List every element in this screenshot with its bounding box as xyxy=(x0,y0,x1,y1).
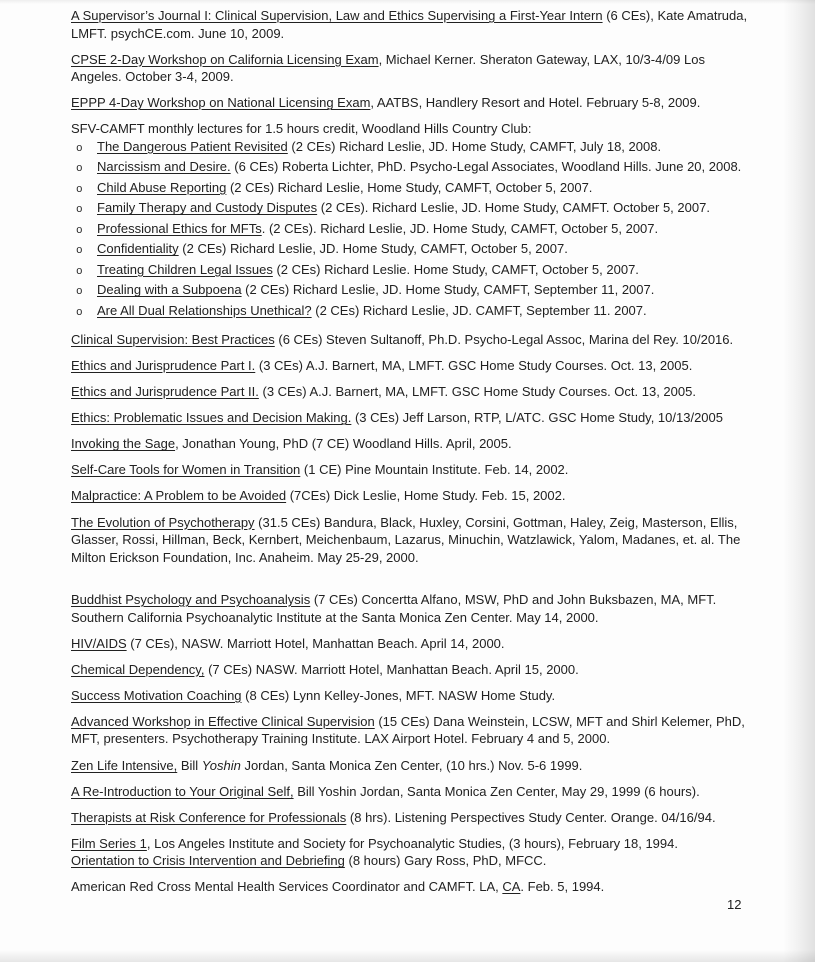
list-item xyxy=(76,220,751,241)
course-title: CPSE 2-Day Workshop on California Licensing Exam xyxy=(71,51,379,67)
entry-text: (8 hrs). Listening Perspectives Study Center. Orange. 04/16/94. xyxy=(346,809,716,825)
entry-paragraph xyxy=(71,835,751,870)
entry xyxy=(71,357,751,375)
entry-text: (2 CEs). Richard Leslie, JD. Home Study, CAMFT. October 5, 2007. xyxy=(317,200,710,216)
course-title: CA xyxy=(502,879,521,895)
entry xyxy=(71,487,751,505)
bullet-marker: o xyxy=(76,286,83,299)
entry-text: (7 CEs) Concertta Alfano, MSW, PhD and John Buksbazen, MA, MFT. Southern California Psychoanalytic Institute at the Santa Monica Zen Center. May 14, 2000. xyxy=(71,592,717,625)
entry xyxy=(71,783,751,801)
list-item-text xyxy=(97,179,751,197)
entry xyxy=(71,435,751,453)
course-title: Confidentiality xyxy=(97,241,179,257)
entry-text: SFV-CAMFT monthly lectures for 1.5 hours credit, Woodland Hills Country Club: xyxy=(71,121,532,137)
entry xyxy=(71,409,751,427)
entry-text: (2 CEs) Richard Leslie, JD. Home Study, CAMFT, July 18, 2008. xyxy=(287,138,662,154)
scan-edge-top xyxy=(0,0,815,4)
entry-paragraph xyxy=(71,591,751,626)
entry xyxy=(71,591,751,626)
entry xyxy=(71,120,751,322)
entry xyxy=(71,635,751,653)
entry xyxy=(71,514,751,567)
entry-paragraph xyxy=(71,487,751,505)
list-item xyxy=(76,240,751,261)
entry-text: . (2 CEs). Richard Leslie, JD. Home Study, CAMFT, October 5, 2007. xyxy=(261,220,659,236)
course-title: Invoking the Sage xyxy=(71,436,176,452)
entry-paragraph xyxy=(71,331,751,349)
entry xyxy=(71,51,751,86)
entry xyxy=(71,461,751,479)
bullet-marker: o xyxy=(76,183,83,196)
list-item-text xyxy=(97,281,751,299)
scan-edge-right xyxy=(783,0,815,962)
entry-paragraph xyxy=(71,383,751,401)
bullet-marker: o xyxy=(76,224,83,237)
entry xyxy=(71,383,751,401)
course-title: Are All Dual Relationships Unethical? xyxy=(97,302,312,318)
entry-text: (2 CEs) Richard Leslie, JD. Home Study, CAMFT, September 11, 2007. xyxy=(241,282,655,298)
entry-text: (31.5 CEs) Bandura, Black, Huxley, Corsini, Gottman, Haley, Zeig, Masterson, Ellis, Glasser, Rossi, Hillman, Beck, Kernbert, Meichenbaum, Lazarus, Minuchin, Watzlawick, Yalom, Madanes, et. al. The Milton Erickson Foundation, Inc. Anaheim. May 25-29, 2000. xyxy=(71,514,741,565)
bullet-marker: o xyxy=(76,204,83,217)
entry xyxy=(71,835,751,870)
course-list xyxy=(71,138,751,323)
entry-text: (2 CEs) Richard Leslie, JD. CAMFT, September 11. 2007. xyxy=(311,302,647,318)
course-title: Professional Ethics for MFTs xyxy=(97,220,262,236)
document-body xyxy=(71,7,751,904)
list-item xyxy=(76,179,751,200)
list-item xyxy=(76,199,751,220)
entry xyxy=(71,757,751,775)
entry-text: (7 CEs), NASW. Marriott Hotel, Manhattan Beach. April 14, 2000. xyxy=(126,635,505,651)
entry xyxy=(71,7,751,42)
course-title: Self-Care Tools for Women in Transition xyxy=(71,462,301,478)
course-title: The Dangerous Patient Revisited xyxy=(97,138,288,154)
entry-text: (2 CEs) Richard Leslie, JD. Home Study, CAMFT, October 5, 2007. xyxy=(178,241,568,257)
entry-text: (2 CEs) Richard Leslie. Home Study, CAMFT, October 5, 2007. xyxy=(272,261,639,277)
course-title: Child Abuse Reporting xyxy=(97,179,227,195)
entry-text: (6 CEs) Roberta Lichter, PhD. Psycho-Legal Associates, Woodland Hills. June 20, 2008. xyxy=(230,159,742,175)
bullet-marker: o xyxy=(76,163,83,176)
course-title: Ethics and Jurisprudence Part I. xyxy=(71,357,256,373)
entry-text: American Red Cross Mental Health Services Coordinator and CAMFT. LA, xyxy=(71,879,503,895)
entry-paragraph xyxy=(71,51,751,86)
course-title: EPPP 4-Day Workshop on National Licensing Exam xyxy=(71,95,371,111)
entry-text: , Jonathan Young, PhD (7 CE) Woodland Hills. April, 2005. xyxy=(175,436,512,452)
bullet-marker: o xyxy=(76,245,83,258)
entry xyxy=(71,687,751,705)
entry xyxy=(71,878,751,896)
list-item-text xyxy=(97,199,751,217)
course-title: A Supervisor’s Journal I: Clinical Supervision, Law and Ethics Supervising a First-Year Intern xyxy=(71,8,603,23)
entry-paragraph xyxy=(71,713,751,748)
course-title: Therapists at Risk Conference for Professionals xyxy=(71,809,347,825)
entry-paragraph xyxy=(71,461,751,479)
course-title: Treating Children Legal Issues xyxy=(97,261,273,277)
course-title: Chemical Dependency, xyxy=(71,661,205,677)
course-title: A Re-Introduction to Your Original Self, xyxy=(71,783,294,799)
course-title: Success Motivation Coaching xyxy=(71,687,242,703)
entry-paragraph xyxy=(71,357,751,375)
bullet-marker: o xyxy=(76,306,83,319)
course-title: Ethics and Jurisprudence Part II. xyxy=(71,384,259,400)
course-title: Family Therapy and Custody Disputes xyxy=(97,200,318,216)
list-item-text xyxy=(97,158,751,176)
bullet-marker: o xyxy=(76,265,83,278)
entry-text: (1 CE) Pine Mountain Institute. Feb. 14, 2002. xyxy=(300,462,569,478)
course-title: Ethics: Problematic Issues and Decision Making. xyxy=(71,410,352,426)
entry-paragraph xyxy=(71,757,751,775)
entry-text: (6 CEs) Steven Sultanoff, Ph.D. Psycho-Legal Assoc, Marina del Rey. 10/2016. xyxy=(274,331,734,347)
entry-text: Yoshin xyxy=(201,757,241,773)
list-item-text xyxy=(97,302,751,320)
entry-paragraph xyxy=(71,409,751,427)
course-title: Orientation to Crisis Intervention and Debriefing xyxy=(71,853,345,869)
list-item-text xyxy=(97,138,751,156)
entry-paragraph xyxy=(71,120,751,138)
entry-text: (6 CEs), Kate Amatruda, LMFT. psychCE.com. June 10, 2009. xyxy=(71,8,748,41)
entry-text: Jordan, Santa Monica Zen Center, (10 hrs.) Nov. 5-6 1999. xyxy=(240,757,583,773)
course-title: Dealing with a Subpoena xyxy=(97,282,242,298)
course-title: Film Series 1 xyxy=(71,835,147,851)
entry-text: (3 CEs) A.J. Barnert, MA, LMFT. GSC Home Study Courses. Oct. 13, 2005. xyxy=(258,384,696,400)
entry-paragraph xyxy=(71,783,751,801)
entry xyxy=(71,661,751,679)
entry-paragraph xyxy=(71,514,751,567)
entry-paragraph xyxy=(71,687,751,705)
entry-text: Bill Yoshin Jordan, Santa Monica Zen Center, May 29, 1999 (6 hours). xyxy=(293,783,700,799)
course-title: Buddhist Psychology and Psychoanalysis xyxy=(71,592,311,608)
course-title: Clinical Supervision: Best Practices xyxy=(71,331,275,347)
entry xyxy=(71,713,751,748)
list-item xyxy=(76,302,751,323)
list-item-text xyxy=(97,220,751,238)
entry-text: . Feb. 5, 1994. xyxy=(520,879,605,895)
entry-text: (8 CEs) Lynn Kelley-Jones, MFT. NASW Home Study. xyxy=(241,687,556,703)
entry-text: (7 CEs) NASW. Marriott Hotel, Manhattan Beach. April 15, 2000. xyxy=(204,661,579,677)
entry-text: , Los Angeles Institute and Society for Psychoanalytic Studies, (3 hours), February 18, 1994. xyxy=(146,835,678,851)
list-item xyxy=(76,281,751,302)
list-item xyxy=(76,138,751,159)
scan-edge-bottom xyxy=(0,950,815,962)
list-item xyxy=(76,261,751,282)
course-title: The Evolution of Psychotherapy xyxy=(71,514,255,530)
course-title: Zen Life Intensive, xyxy=(71,757,178,773)
entry-text: (3 CEs) Jeff Larson, RTP, L/ATC. GSC Home Study, 10/13/2005 xyxy=(351,410,723,426)
course-title: HIV/AIDS xyxy=(71,635,127,651)
course-title: Malpractice: A Problem to be Avoided xyxy=(71,488,287,504)
entry-paragraph xyxy=(71,7,751,42)
entry xyxy=(71,809,751,827)
entry-text: , AATBS, Handlery Resort and Hotel. February 5-8, 2009. xyxy=(370,95,701,111)
entry-paragraph xyxy=(71,809,751,827)
entry-text: Bill xyxy=(177,757,202,773)
entry-text: , Michael Kerner. Sheraton Gateway, LAX, 10/3-4/09 Los Angeles. October 3-4, 2009. xyxy=(71,51,705,85)
entry-paragraph xyxy=(71,878,751,896)
list-item-text xyxy=(97,261,751,279)
entry-text: (2 CEs) Richard Leslie, Home Study, CAMFT, October 5, 2007. xyxy=(226,179,593,195)
entry-paragraph xyxy=(71,94,751,112)
entry-paragraph xyxy=(71,435,751,453)
entry xyxy=(71,94,751,112)
course-title: Narcissism and Desire. xyxy=(97,159,231,175)
entry-paragraph xyxy=(71,661,751,679)
page-number: 12 xyxy=(727,897,742,912)
entry-text: (8 hours) Gary Ross, PhD, MFCC. xyxy=(344,853,547,869)
entry-text: (15 CEs) Dana Weinstein, LCSW, MFT and Shirl Kelemer, PhD, MFT, presenters. Psychotherapy Training Institute. LAX Airport Hotel. February 4 and 5, 2000. xyxy=(71,713,745,747)
list-item xyxy=(76,158,751,179)
bullet-marker: o xyxy=(76,142,83,155)
list-item-text xyxy=(97,240,751,258)
entry-paragraph xyxy=(71,635,751,653)
entry xyxy=(71,331,751,349)
entry-text: (3 CEs) A.J. Barnert, MA, LMFT. GSC Home Study Courses. Oct. 13, 2005. xyxy=(255,357,693,373)
entry-text: (7CEs) Dick Leslie, Home Study. Feb. 15, 2002. xyxy=(286,488,566,504)
course-title: Advanced Workshop in Effective Clinical Supervision xyxy=(71,713,375,729)
